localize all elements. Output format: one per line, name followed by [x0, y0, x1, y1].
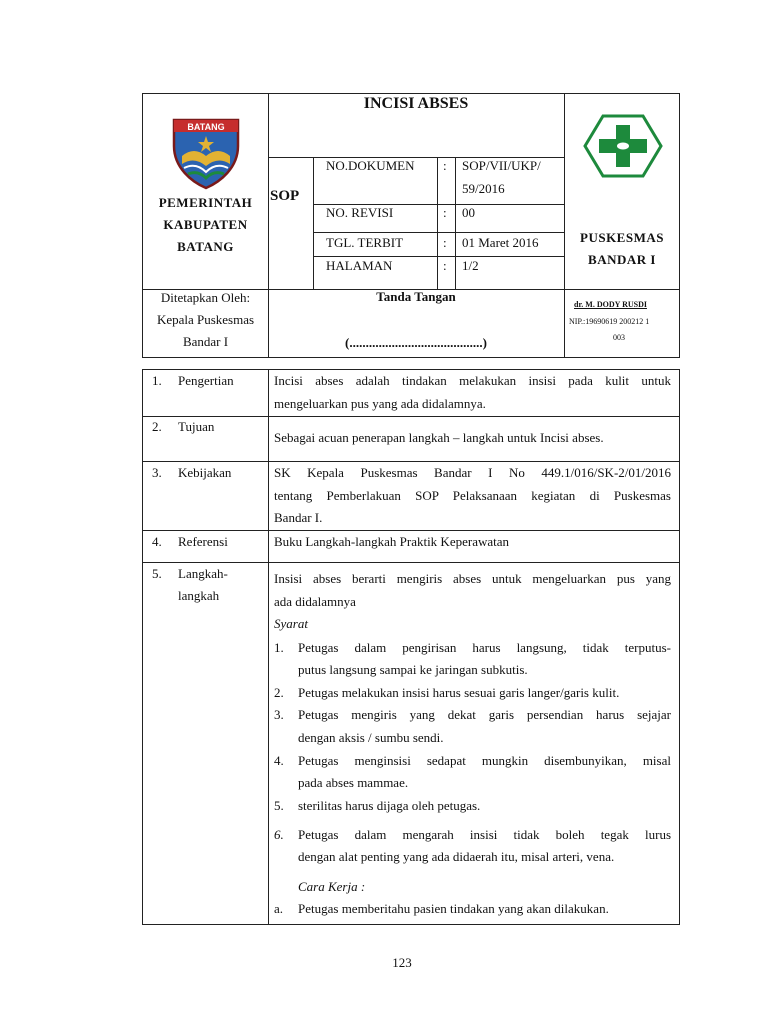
section-text-pengertian-2: mengeluarkan pus yang ada didalamnya.: [274, 396, 486, 411]
puskesmas-name-line1: PUSKESMAS: [580, 230, 664, 245]
syarat-heading: Syarat: [274, 616, 308, 631]
approved-by-unit: Bandar I: [182, 334, 229, 349]
steps-intro-2: ada didalamnya: [274, 594, 356, 609]
steps-intro: Insisi abses berarti mengiris abses untuk mengeluarkan pus yang: [274, 571, 671, 586]
org-name-line3: BATANG: [177, 239, 234, 254]
cara-kerja-item: Petugas memberitahu pasien tindakan yang akan dilakukan.: [298, 901, 609, 916]
syarat-number: 3.: [274, 707, 284, 722]
meta-sep: :: [443, 258, 447, 273]
syarat-number: 1.: [274, 640, 284, 655]
syarat-item-cont: pada abses mammae.: [298, 775, 409, 790]
signer-nip-2: 003: [613, 333, 625, 342]
syarat-item-cont: dengan aksis / sumbu sendi.: [298, 730, 444, 745]
batang-logo: [170, 116, 242, 190]
sop-label: SOP: [270, 188, 300, 204]
syarat-number: 5.: [274, 798, 284, 813]
section-text-pengertian: Incisi abses adalah tindakan melakukan insisi pada kulit untuk: [274, 373, 671, 388]
meta-sep: :: [443, 205, 447, 220]
meta-label-tgl-terbit: TGL. TERBIT: [326, 235, 404, 250]
meta-value-no-revisi: 00: [462, 205, 475, 220]
meta-sep: :: [443, 158, 447, 173]
syarat-item: Petugas mengiris yang dekat garis persendian harus sejajar: [298, 707, 671, 722]
page-number: 123: [392, 955, 412, 970]
section-number: 3.: [152, 465, 162, 480]
meta-value-halaman: 1/2: [462, 258, 479, 273]
meta-value-no-dokumen: SOP/VII/UKP/: [462, 158, 541, 173]
section-number: 1.: [152, 373, 162, 388]
cara-kerja-heading: Cara Kerja :: [298, 879, 366, 894]
signer-nip: NIP.:19690619 200212 1: [569, 317, 650, 326]
approved-by-role: Kepala Puskesmas: [156, 312, 255, 327]
meta-label-no-dokumen: NO.DOKUMEN: [326, 158, 415, 173]
section-label-tujuan: Tujuan: [178, 419, 215, 434]
section-number: 4.: [152, 534, 162, 549]
section-label-langkah: Langkah-: [178, 566, 228, 581]
section-text-tujuan: Sebagai acuan penerapan langkah – langkah untuk Incisi abses.: [274, 430, 604, 445]
signature-label: Tanda Tangan: [376, 289, 456, 304]
syarat-number: 4.: [274, 753, 284, 768]
meta-label-halaman: HALAMAN: [326, 258, 393, 273]
syarat-item: sterilitas harus dijaga oleh petugas.: [298, 798, 481, 813]
signature-blank: (.........................................): [345, 335, 487, 350]
syarat-item: Petugas dalam mengarah insisi tidak boleh tegak lurus: [298, 827, 671, 842]
syarat-item-cont: dengan alat penting yang ada didaerah itu, misal arteri, vena.: [298, 849, 615, 864]
section-label-pengertian: Pengertian: [178, 373, 234, 388]
syarat-number: 2.: [274, 685, 284, 700]
syarat-item: Petugas dalam pengirisan harus langsung, tidak terputus-: [298, 640, 671, 655]
puskesmas-logo: [583, 113, 663, 179]
logo-text: BATANG: [187, 122, 225, 132]
cara-kerja-letter: a.: [274, 901, 284, 916]
signer-name: dr. M. DODY RUSDI: [574, 300, 647, 309]
document-title: INCISI ABSES: [363, 95, 469, 112]
org-name-line1: PEMERINTAH: [158, 195, 253, 210]
syarat-item: Petugas menginsisi sedapat mungkin disembunyikan, misal: [298, 753, 671, 768]
org-name-line2: KABUPATEN: [163, 217, 248, 232]
section-number: 2.: [152, 419, 162, 434]
meta-value-tgl-terbit: 01 Maret 2016: [462, 235, 539, 250]
section-text-kebijakan-2: tentang Pemberlakuan SOP Pelaksanaan kegiatan di Puskesmas: [274, 488, 671, 503]
meta-sep: :: [443, 235, 447, 250]
section-text-referensi: Buku Langkah-langkah Praktik Keperawatan: [274, 534, 510, 549]
syarat-item-cont: putus langsung sampai ke jaringan subkutis.: [298, 662, 528, 677]
syarat-number: 6.: [274, 827, 284, 842]
meta-value-no-dokumen-2: 59/2016: [462, 181, 505, 196]
puskesmas-name-line2: BANDAR I: [588, 252, 656, 267]
section-label-kebijakan: Kebijakan: [178, 465, 232, 480]
section-label-langkah-2: langkah: [178, 588, 220, 603]
section-number: 5.: [152, 566, 162, 581]
section-text-kebijakan: SK Kepala Puskesmas Bandar I No 449.1/016/SK-2/01/2016: [274, 465, 671, 480]
section-label-referensi: Referensi: [178, 534, 228, 549]
approved-by-label: Ditetapkan Oleh:: [160, 290, 251, 305]
section-text-kebijakan-3: Bandar I.: [274, 510, 323, 525]
meta-label-no-revisi: NO. REVISI: [326, 205, 394, 220]
syarat-item: Petugas melakukan insisi harus sesuai garis langer/garis kulit.: [298, 685, 620, 700]
